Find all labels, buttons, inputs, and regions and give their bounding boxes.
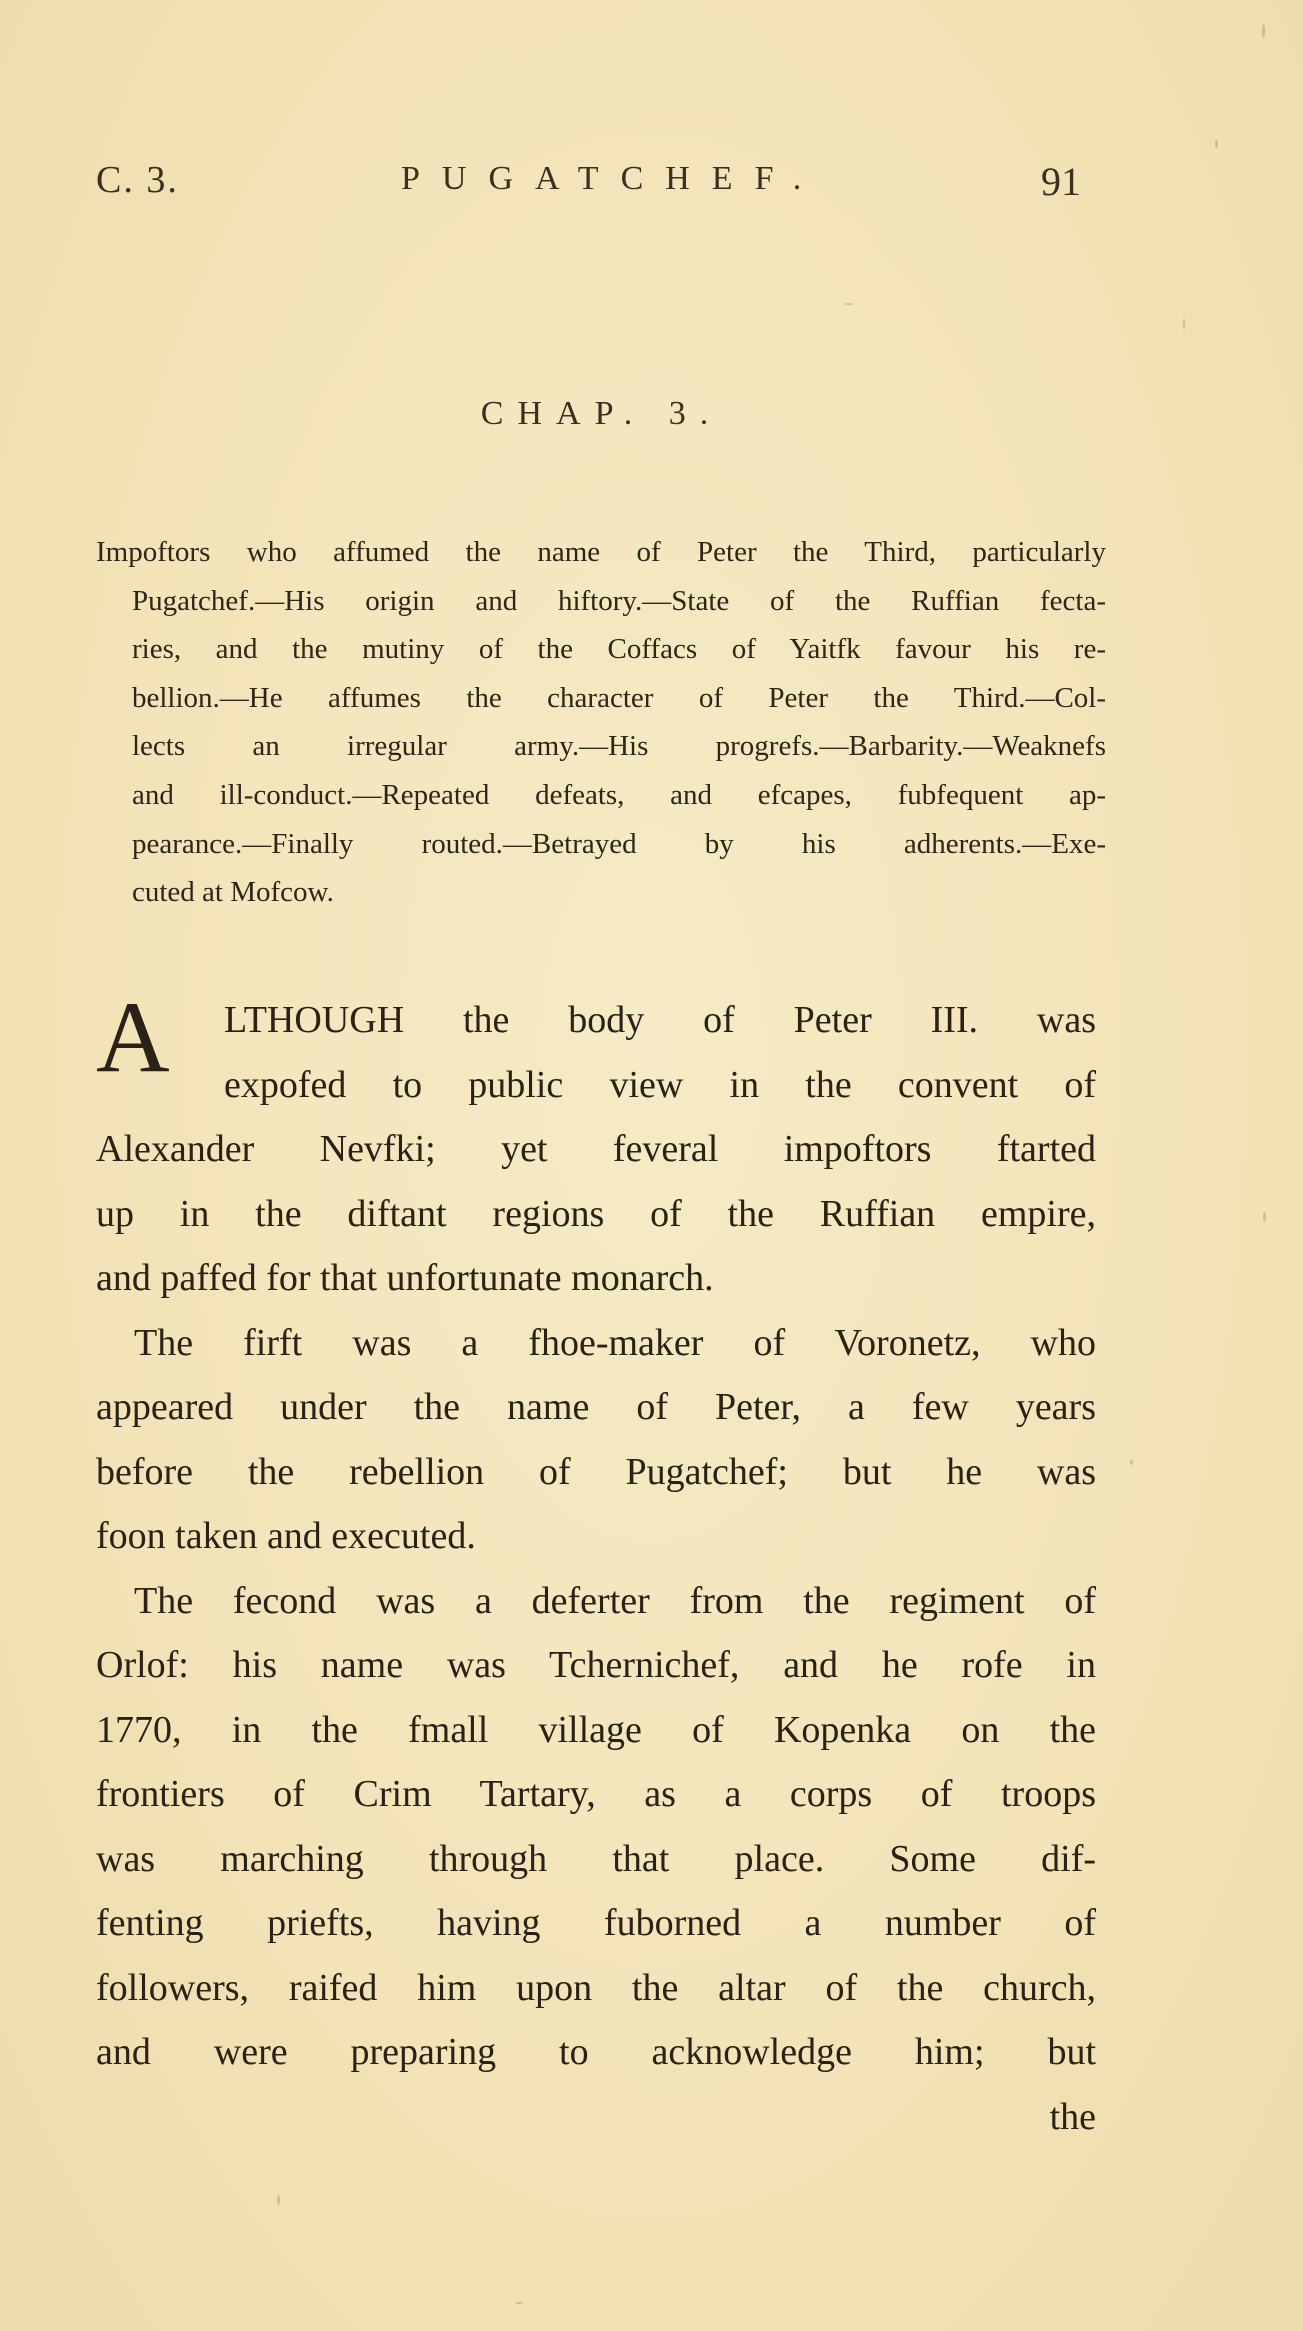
body-line: frontiers of Crim Tartary, as a corps of troops xyxy=(96,1773,1096,1815)
running-head-section: C. 3. xyxy=(96,159,179,201)
page-number: 91 xyxy=(1041,159,1081,204)
body-line: The firft was a fhoe-maker of Voronetz, who xyxy=(134,1321,1096,1364)
body-line: Orlof: his name was Tchernichef, and he rofe in xyxy=(96,1644,1096,1686)
paper-speck xyxy=(1262,24,1265,38)
argument-line: Impoftors who affumed the name of Peter the Third, particularly xyxy=(96,536,1106,568)
argument-line: ries, and the mutiny of the Coffacs of Yaitfk favour his re- xyxy=(132,633,1106,666)
paper-speck xyxy=(1130,1460,1133,1465)
drop-cap: A xyxy=(96,981,170,1094)
argument-line: and ill-conduct.—Repeated defeats, and efcapes, fubfequent ap- xyxy=(132,778,1106,811)
running-head xyxy=(96,158,1096,208)
argument-line: bellion.—He affumes the character of Peter the Third.—Col- xyxy=(132,681,1106,714)
body-line: Alexander Nevfki; yet feveral impoftors ftarted xyxy=(96,1128,1096,1170)
body-line: and paffed for that unfortunate monarch. xyxy=(96,1257,714,1299)
body-line: appeared under the name of Peter, a few years xyxy=(96,1386,1096,1428)
paper-speck xyxy=(515,2302,523,2304)
body-line: expofed to public view in the convent of xyxy=(224,1063,1096,1106)
body-text xyxy=(96,981,1096,2149)
body-line: and were preparing to acknowledge him; but xyxy=(96,2031,1096,2073)
chapter-argument xyxy=(96,528,1106,917)
body-line: before the rebellion of Pugatchef; but he was xyxy=(96,1450,1096,1493)
body-line: was marching through that place. Some dif- xyxy=(96,1837,1096,1880)
body-line: LTHOUGH the body of Peter III. was xyxy=(224,999,1096,1041)
paper-speck xyxy=(845,303,853,305)
argument-line: pearance.—Finally routed.—Betrayed by his adherents.—Exe- xyxy=(132,827,1106,860)
body-line: up in the diftant regions of the Ruffian empire, xyxy=(96,1192,1096,1235)
body-line: 1770, in the fmall village of Kopenka on the xyxy=(96,1708,1096,1751)
chapter-heading: CHAP. 3. xyxy=(480,395,723,432)
body-line: fenting priefts, having fuborned a number of xyxy=(96,1902,1096,1944)
paper-speck xyxy=(1215,140,1218,148)
paper-speck xyxy=(277,2195,280,2205)
argument-line: lects an irregular army.—His progrefs.—Barbarity.—Weaknefs xyxy=(132,730,1106,763)
paper-speck xyxy=(1183,318,1185,330)
running-head-title: PUGATCHEF. xyxy=(401,160,824,197)
body-line: The fecond was a deferter from the regiment of xyxy=(134,1579,1096,1622)
argument-line: Pugatchef.—His origin and hiftory.—State of the Ruffian fecta- xyxy=(132,584,1106,617)
paper-speck xyxy=(1263,1212,1266,1222)
body-line: followers, raifed him upon the altar of the church, xyxy=(96,1966,1096,2009)
catchword: the xyxy=(1049,2095,1096,2138)
argument-line: cuted at Mofcow. xyxy=(132,876,334,909)
body-line: foon taken and executed. xyxy=(96,1515,476,1557)
